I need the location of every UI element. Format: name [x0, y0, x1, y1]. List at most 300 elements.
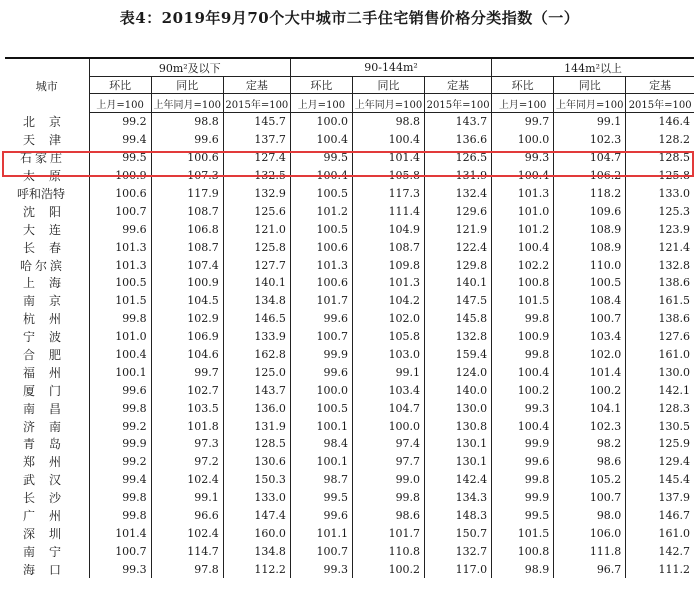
index-value: 98.8: [151, 113, 223, 131]
index-value: 100.0: [352, 417, 424, 435]
sub-column-header: 环比: [290, 77, 352, 94]
table-row: [5, 399, 694, 417]
index-value: 97.7: [352, 453, 424, 471]
index-value: 100.7: [290, 542, 352, 560]
table-row: [5, 417, 694, 435]
index-value: 105.2: [554, 471, 626, 489]
index-value: 100.9: [89, 167, 151, 185]
index-value: 99.4: [89, 131, 151, 149]
index-value: 100.4: [492, 167, 554, 185]
index-value: 98.2: [554, 435, 626, 453]
index-value: 132.7: [425, 542, 492, 560]
index-value: 99.9: [290, 346, 352, 364]
index-value: 96.6: [151, 507, 223, 525]
index-value: 130.0: [626, 363, 694, 381]
index-value: 99.6: [290, 310, 352, 328]
index-value: 100.6: [290, 238, 352, 256]
index-value: 101.8: [151, 417, 223, 435]
city-name: 深圳: [23, 526, 76, 541]
index-value: 100.7: [554, 310, 626, 328]
city-name: 哈尔滨: [20, 258, 66, 273]
index-value: 102.7: [151, 381, 223, 399]
base-column-header: 上年同月=100: [554, 94, 626, 113]
index-value: 100.5: [89, 274, 151, 292]
index-value: 98.7: [290, 471, 352, 489]
index-value: 101.2: [290, 202, 352, 220]
index-value: 102.9: [151, 310, 223, 328]
index-value: 117.9: [151, 185, 223, 203]
table-row: [5, 131, 694, 149]
index-value: 111.2: [626, 560, 694, 578]
index-value: 124.0: [425, 363, 492, 381]
index-value: 100.1: [89, 363, 151, 381]
index-value: 99.8: [89, 489, 151, 507]
city-name: 宁波: [23, 330, 76, 345]
index-value: 108.9: [554, 238, 626, 256]
index-value: 101.0: [492, 202, 554, 220]
index-value: 118.2: [554, 185, 626, 203]
index-value: 132.8: [425, 328, 492, 346]
index-value: 143.7: [425, 113, 492, 131]
index-value: 107.3: [151, 167, 223, 185]
index-value: 122.4: [425, 238, 492, 256]
index-value: 131.9: [223, 417, 290, 435]
index-value: 131.9: [425, 167, 492, 185]
index-value: 99.1: [352, 363, 424, 381]
index-value: 125.6: [223, 202, 290, 220]
index-value: 130.1: [425, 435, 492, 453]
index-value: 101.5: [492, 524, 554, 542]
index-value: 128.2: [626, 131, 694, 149]
index-value: 99.8: [89, 310, 151, 328]
index-value: 102.4: [151, 471, 223, 489]
city-name: 上海: [23, 276, 76, 291]
index-value: 99.3: [290, 560, 352, 578]
table-row: [5, 185, 694, 203]
city-name: 太原: [23, 169, 76, 184]
base-column-header: 2015年=100: [626, 94, 694, 113]
index-value: 112.2: [223, 560, 290, 578]
index-value: 127.4: [223, 149, 290, 167]
base-column-header: 2015年=100: [425, 94, 492, 113]
index-value: 128.5: [223, 435, 290, 453]
city-name: 厦门: [23, 383, 76, 398]
table-row: [5, 113, 694, 131]
index-value: 110.0: [554, 256, 626, 274]
index-value: 101.4: [554, 363, 626, 381]
index-value: 121.0: [223, 220, 290, 238]
index-value: 150.3: [223, 471, 290, 489]
index-value: 102.4: [151, 524, 223, 542]
index-value: 98.0: [554, 507, 626, 525]
index-value: 136.6: [425, 131, 492, 149]
index-value: 121.4: [626, 238, 694, 256]
base-column-header: 上年同月=100: [352, 94, 424, 113]
index-value: 100.8: [492, 274, 554, 292]
index-value: 100.4: [89, 346, 151, 364]
index-value: 100.1: [290, 417, 352, 435]
index-value: 101.2: [492, 220, 554, 238]
index-value: 98.6: [352, 507, 424, 525]
index-value: 142.1: [626, 381, 694, 399]
index-value: 99.3: [492, 149, 554, 167]
index-value: 100.9: [492, 328, 554, 346]
index-value: 97.8: [151, 560, 223, 578]
index-value: 143.7: [223, 381, 290, 399]
sub-column-header: 定基: [425, 77, 492, 94]
index-value: 100.4: [352, 131, 424, 149]
index-value: 104.7: [352, 399, 424, 417]
index-value: 104.9: [352, 220, 424, 238]
table-row: [5, 363, 694, 381]
city-name: 南宁: [23, 544, 76, 559]
base-column-header: 2015年=100: [223, 94, 290, 113]
city-name: 南昌: [23, 401, 76, 416]
index-value: 99.6: [290, 363, 352, 381]
index-value: 100.4: [290, 167, 352, 185]
city-name: 沈阳: [23, 204, 76, 219]
index-value: 137.7: [223, 131, 290, 149]
index-value: 101.1: [290, 524, 352, 542]
index-value: 106.0: [554, 524, 626, 542]
index-value: 101.4: [352, 149, 424, 167]
index-value: 114.7: [151, 542, 223, 560]
index-value: 100.9: [151, 274, 223, 292]
index-value: 100.4: [290, 131, 352, 149]
table-row: [5, 167, 694, 185]
group-header-small: 90m²及以下: [89, 58, 290, 77]
index-value: 105.8: [352, 328, 424, 346]
index-value: 107.4: [151, 256, 223, 274]
index-value: 100.2: [492, 381, 554, 399]
table-row: [5, 489, 694, 507]
index-value: 125.3: [626, 202, 694, 220]
table-row: [5, 471, 694, 489]
index-value: 99.5: [492, 507, 554, 525]
index-value: 160.0: [223, 524, 290, 542]
index-value: 117.3: [352, 185, 424, 203]
table-row: [5, 346, 694, 364]
sub-column-header: 定基: [223, 77, 290, 94]
index-value: 100.4: [492, 417, 554, 435]
index-value: 106.9: [151, 328, 223, 346]
index-value: 101.3: [89, 256, 151, 274]
index-value: 133.0: [626, 185, 694, 203]
index-value: 96.7: [554, 560, 626, 578]
index-value: 132.8: [626, 256, 694, 274]
index-value: 117.0: [425, 560, 492, 578]
index-value: 111.8: [554, 542, 626, 560]
index-value: 146.4: [626, 113, 694, 131]
city-name: 合肥: [23, 348, 76, 363]
city-name: 海口: [23, 562, 76, 577]
index-value: 142.4: [425, 471, 492, 489]
index-value: 138.6: [626, 310, 694, 328]
index-value: 136.0: [223, 399, 290, 417]
city-name: 郑州: [23, 455, 76, 470]
index-value: 101.0: [89, 328, 151, 346]
index-value: 100.7: [89, 202, 151, 220]
index-value: 130.6: [223, 453, 290, 471]
index-value: 100.5: [554, 274, 626, 292]
index-value: 101.4: [89, 524, 151, 542]
index-value: 100.6: [151, 149, 223, 167]
index-value: 99.8: [352, 489, 424, 507]
index-value: 99.5: [89, 149, 151, 167]
base-column-header: 上月=100: [492, 94, 554, 113]
index-value: 146.5: [223, 310, 290, 328]
index-value: 100.0: [290, 381, 352, 399]
index-value: 109.6: [554, 202, 626, 220]
index-value: 145.8: [425, 310, 492, 328]
table-row: [5, 310, 694, 328]
index-value: 104.2: [352, 292, 424, 310]
index-value: 103.5: [151, 399, 223, 417]
index-value: 142.7: [626, 542, 694, 560]
sub-column-header: 同比: [151, 77, 223, 94]
table-row: [5, 202, 694, 220]
index-value: 97.4: [352, 435, 424, 453]
table-row: [5, 149, 694, 167]
index-value: 161.0: [626, 524, 694, 542]
base-column-header: 上月=100: [290, 94, 352, 113]
index-value: 104.5: [151, 292, 223, 310]
index-value: 102.2: [492, 256, 554, 274]
table-row: [5, 381, 694, 399]
table-row: [5, 274, 694, 292]
index-value: 145.7: [223, 113, 290, 131]
index-value: 101.3: [89, 238, 151, 256]
index-value: 100.5: [290, 185, 352, 203]
city-name: 青岛: [23, 437, 76, 452]
index-value: 99.7: [492, 113, 554, 131]
table-row: [5, 435, 694, 453]
index-value: 99.8: [492, 471, 554, 489]
index-value: 130.8: [425, 417, 492, 435]
index-value: 98.4: [290, 435, 352, 453]
index-value: 100.2: [554, 381, 626, 399]
index-value: 99.1: [554, 113, 626, 131]
index-value: 109.8: [352, 256, 424, 274]
index-value: 108.7: [352, 238, 424, 256]
index-value: 100.0: [492, 131, 554, 149]
index-value: 133.0: [223, 489, 290, 507]
table-row: [5, 453, 694, 471]
index-value: 125.9: [626, 435, 694, 453]
table-row: [5, 292, 694, 310]
table-row: [5, 560, 694, 578]
index-value: 161.0: [626, 346, 694, 364]
index-value: 162.8: [223, 346, 290, 364]
sub-column-header: 定基: [626, 77, 694, 94]
index-value: 108.7: [151, 202, 223, 220]
index-value: 137.9: [626, 489, 694, 507]
index-value: 145.4: [626, 471, 694, 489]
city-name: 南京: [23, 294, 76, 309]
city-name: 石家庄: [20, 151, 66, 166]
group-header-large: 144m²以上: [492, 58, 694, 77]
sub-column-header: 环比: [89, 77, 151, 94]
index-value: 99.3: [492, 399, 554, 417]
index-value: 99.2: [89, 417, 151, 435]
index-value: 99.8: [492, 310, 554, 328]
index-value: 108.9: [554, 220, 626, 238]
index-value: 102.0: [554, 346, 626, 364]
index-value: 105.8: [352, 167, 424, 185]
index-value: 140.0: [425, 381, 492, 399]
index-value: 134.8: [223, 542, 290, 560]
index-value: 102.3: [554, 131, 626, 149]
index-value: 147.5: [425, 292, 492, 310]
city-name: 呼和浩特: [17, 187, 66, 201]
index-value: 99.6: [89, 381, 151, 399]
index-value: 99.1: [151, 489, 223, 507]
index-value: 129.4: [626, 453, 694, 471]
index-value: 99.2: [89, 113, 151, 131]
index-value: 99.6: [492, 453, 554, 471]
index-value: 133.9: [223, 328, 290, 346]
index-value: 98.9: [492, 560, 554, 578]
index-value: 104.7: [554, 149, 626, 167]
index-value: 125.0: [223, 363, 290, 381]
index-value: 132.9: [223, 185, 290, 203]
index-value: 140.1: [223, 274, 290, 292]
index-value: 130.0: [425, 399, 492, 417]
page-title: 表4：2019年9月70个大中城市二手住宅销售价格分类指数（一）: [119, 9, 580, 27]
base-column-header: 上年同月=100: [151, 94, 223, 113]
index-value: 99.2: [89, 453, 151, 471]
index-value: 129.8: [425, 256, 492, 274]
index-value: 100.2: [352, 560, 424, 578]
index-value: 102.0: [352, 310, 424, 328]
index-value: 110.8: [352, 542, 424, 560]
index-value: 132.5: [223, 167, 290, 185]
index-value: 134.3: [425, 489, 492, 507]
table-row: [5, 256, 694, 274]
index-value: 99.9: [492, 489, 554, 507]
city-name: 长春: [23, 240, 76, 255]
city-name: 天津: [23, 133, 76, 148]
index-value: 128.5: [626, 149, 694, 167]
index-value: 100.6: [89, 185, 151, 203]
index-value: 99.7: [151, 363, 223, 381]
table-row: [5, 507, 694, 525]
table-row: [5, 524, 694, 542]
index-value: 99.6: [89, 220, 151, 238]
index-value: 148.3: [425, 507, 492, 525]
index-value: 101.7: [290, 292, 352, 310]
index-value: 101.3: [352, 274, 424, 292]
city-name: 长沙: [23, 491, 76, 506]
index-value: 100.5: [290, 220, 352, 238]
index-value: 100.7: [290, 328, 352, 346]
index-value: 104.6: [151, 346, 223, 364]
index-value: 129.6: [425, 202, 492, 220]
index-value: 147.4: [223, 507, 290, 525]
index-value: 106.8: [151, 220, 223, 238]
index-value: 101.7: [352, 524, 424, 542]
index-value: 108.7: [151, 238, 223, 256]
index-value: 111.4: [352, 202, 424, 220]
index-value: 100.6: [290, 274, 352, 292]
index-value: 100.7: [89, 542, 151, 560]
index-value: 100.1: [290, 453, 352, 471]
index-value: 125.8: [626, 167, 694, 185]
index-value: 104.1: [554, 399, 626, 417]
index-value: 99.4: [89, 471, 151, 489]
index-value: 121.9: [425, 220, 492, 238]
index-value: 126.5: [425, 149, 492, 167]
index-value: 101.5: [492, 292, 554, 310]
group-header-medium: 90-144m²: [290, 58, 491, 77]
index-value: 106.2: [554, 167, 626, 185]
index-value: 125.8: [223, 238, 290, 256]
index-value: 99.8: [89, 399, 151, 417]
index-value: 100.8: [492, 542, 554, 560]
index-value: 159.4: [425, 346, 492, 364]
index-value: 99.6: [151, 131, 223, 149]
table-row: [5, 238, 694, 256]
index-value: 103.4: [352, 381, 424, 399]
index-value: 99.9: [492, 435, 554, 453]
index-value: 99.6: [290, 507, 352, 525]
index-value: 140.1: [425, 274, 492, 292]
index-value: 99.9: [89, 435, 151, 453]
index-value: 130.5: [626, 417, 694, 435]
price-index-table: [5, 57, 694, 578]
index-value: 128.3: [626, 399, 694, 417]
index-value: 99.0: [352, 471, 424, 489]
index-value: 98.8: [352, 113, 424, 131]
index-value: 132.4: [425, 185, 492, 203]
index-value: 99.8: [492, 346, 554, 364]
index-value: 127.6: [626, 328, 694, 346]
city-name: 武汉: [23, 473, 76, 488]
city-name: 北京: [23, 115, 76, 130]
index-value: 103.4: [554, 328, 626, 346]
index-value: 101.5: [89, 292, 151, 310]
city-name: 大连: [23, 222, 76, 237]
index-value: 98.6: [554, 453, 626, 471]
sub-column-header: 同比: [352, 77, 424, 94]
table-row: [5, 542, 694, 560]
index-value: 99.8: [89, 507, 151, 525]
city-name: 杭州: [23, 312, 76, 327]
index-value: 99.5: [290, 489, 352, 507]
index-value: 134.8: [223, 292, 290, 310]
index-value: 150.7: [425, 524, 492, 542]
table-row: [5, 328, 694, 346]
city-name: 广州: [23, 509, 76, 524]
sub-column-header: 同比: [554, 77, 626, 94]
index-value: 97.2: [151, 453, 223, 471]
index-value: 123.9: [626, 220, 694, 238]
city-name: 济南: [23, 419, 76, 434]
index-value: 101.3: [290, 256, 352, 274]
index-value: 99.3: [89, 560, 151, 578]
index-value: 130.1: [425, 453, 492, 471]
index-value: 103.0: [352, 346, 424, 364]
index-value: 100.4: [492, 238, 554, 256]
index-value: 100.0: [290, 113, 352, 131]
index-value: 146.7: [626, 507, 694, 525]
index-value: 102.3: [554, 417, 626, 435]
index-value: 100.7: [554, 489, 626, 507]
index-value: 100.5: [290, 399, 352, 417]
index-value: 100.4: [492, 363, 554, 381]
city-name: 福州: [23, 365, 76, 380]
city-column-header: 城市: [5, 58, 89, 113]
